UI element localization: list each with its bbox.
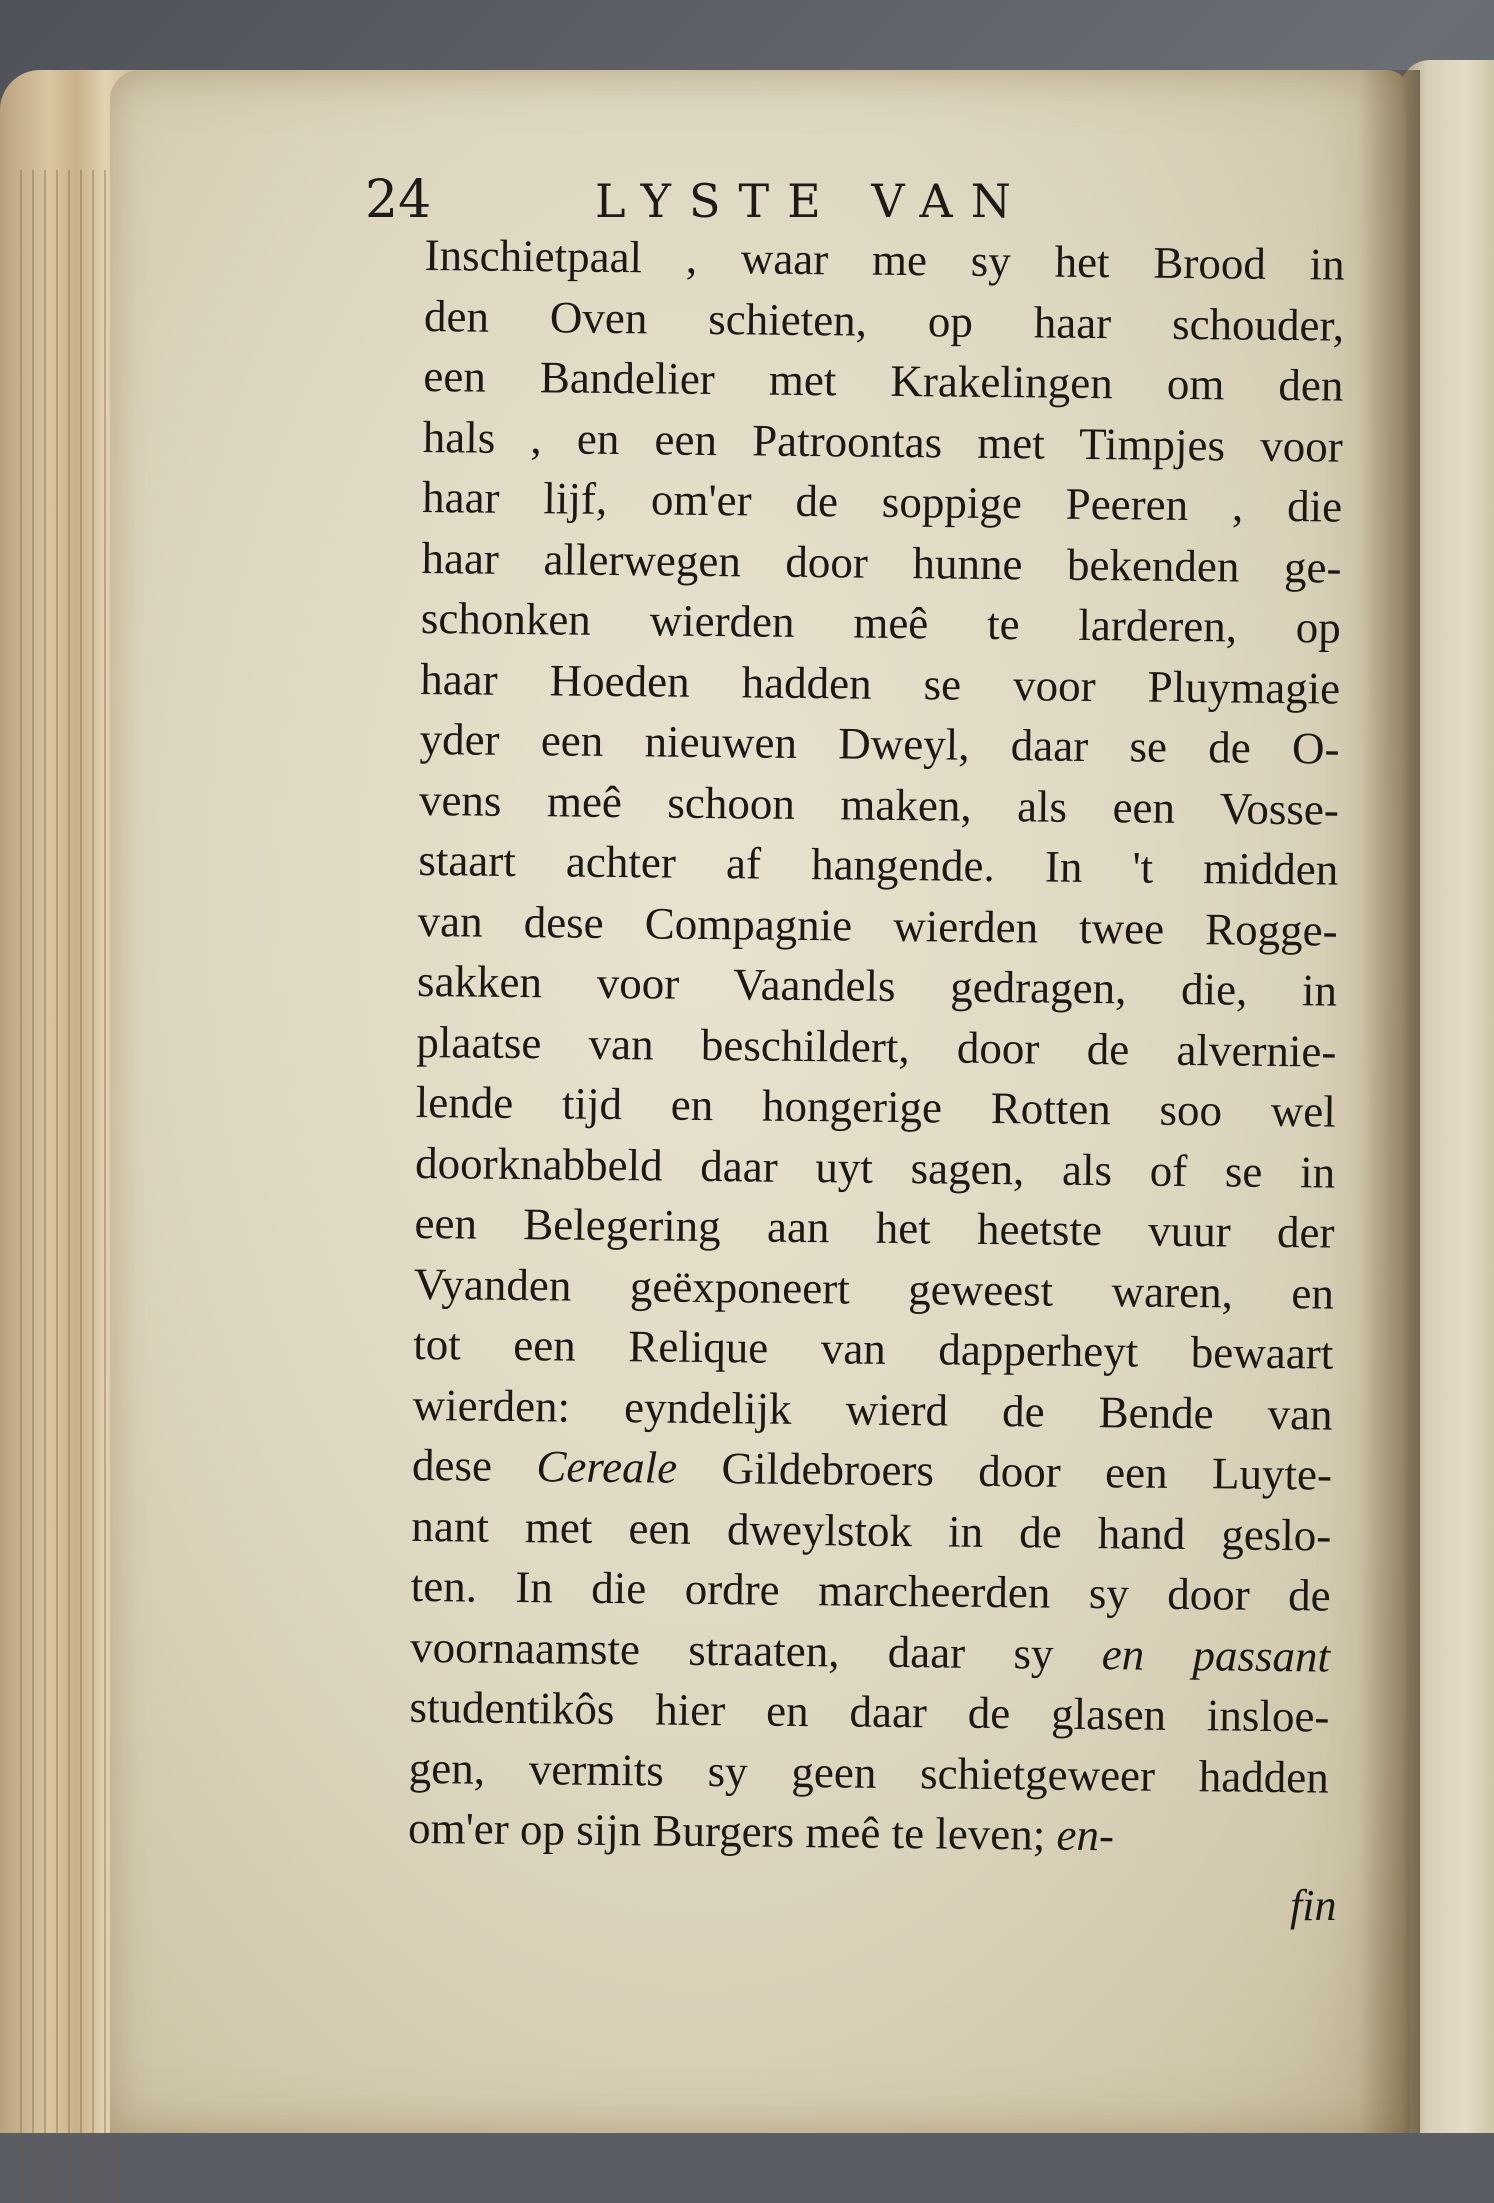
text-line: een Belegering aan het heetste vuur der [414, 1197, 1335, 1258]
text-run: voornaamste straaten, daar sy [409, 1621, 1103, 1679]
text-line: doorknabbeld daar uyt sagen, als of se in [414, 1137, 1336, 1198]
text-line: wierden: eyndelijk wierd de Bende van [412, 1379, 1333, 1440]
text-line: haar allerwegen door hunne bekenden ge- [421, 532, 1342, 593]
text-line: een Bandelier met Krakelingen om den [423, 350, 1344, 411]
text-line [408, 1798, 1329, 1868]
text-run: dese [411, 1439, 537, 1492]
text-line [412, 1435, 1333, 1505]
text-line: studentikôs hier en daar de glasen insloe- [409, 1681, 1330, 1742]
text-line: yder een nieuwen Dweyl, daar se de O- [419, 713, 1340, 774]
text-line: plaatse van beschildert, door de alvernie- [416, 1016, 1337, 1077]
text-line: Inschietpaal , waar me sy het Brood in [424, 229, 1345, 290]
text-line: hals , en een Patroontas met Timpjes voor [422, 411, 1343, 472]
text-line: gen, vermits sy geen schietgeweer hadden [408, 1742, 1330, 1803]
text-line: lende tijd en hongerige Rotten soo wel [415, 1076, 1337, 1137]
text-line: schonken wierden meê te larderen, op [420, 592, 1342, 653]
text-line: sakken voor Vaandels gedragen, die, in [416, 955, 1338, 1016]
text-line: Vyanden geëxponeert geweest waren, en [413, 1258, 1335, 1319]
text-line: ten. In die ordre marcheerden sy door de [410, 1560, 1331, 1621]
text-line: vens meê schoon maken, als een Vosse- [418, 774, 1340, 835]
italic-word: en- [1056, 1809, 1115, 1861]
text-run: om'er op sijn Burgers meê te leven; [407, 1802, 1057, 1860]
text-line: van dese Compagnie wierden twee Rogge- [417, 895, 1338, 956]
text-line: haar Hoeden hadden se voor Pluymagie [419, 653, 1341, 714]
text-run: Gildebroers door een Luyte- [676, 1442, 1333, 1500]
body-text [408, 225, 1345, 1868]
page-number: 24 [365, 170, 432, 230]
text-line: nant met een dweylstok in de hand geslo- [411, 1500, 1332, 1561]
text-line [410, 1616, 1331, 1686]
italic-phrase: en passant [1101, 1628, 1331, 1682]
gutter-shadow [1360, 70, 1420, 2133]
running-head: LYSTE VAN [595, 174, 1029, 228]
italic-word: Cereale [536, 1441, 678, 1493]
text-line: staart achter af hangende. In 't midden [418, 834, 1339, 895]
page-edge-lines [20, 170, 120, 2203]
text-line: den Oven schieten, op haar schouder, [423, 290, 1345, 351]
text-line: tot een Relique van dapperheyt bewaart [413, 1318, 1334, 1379]
text-line: haar lijf, om'er de soppige Peeren , die [421, 471, 1343, 532]
catchword: fin [1290, 1881, 1337, 1930]
